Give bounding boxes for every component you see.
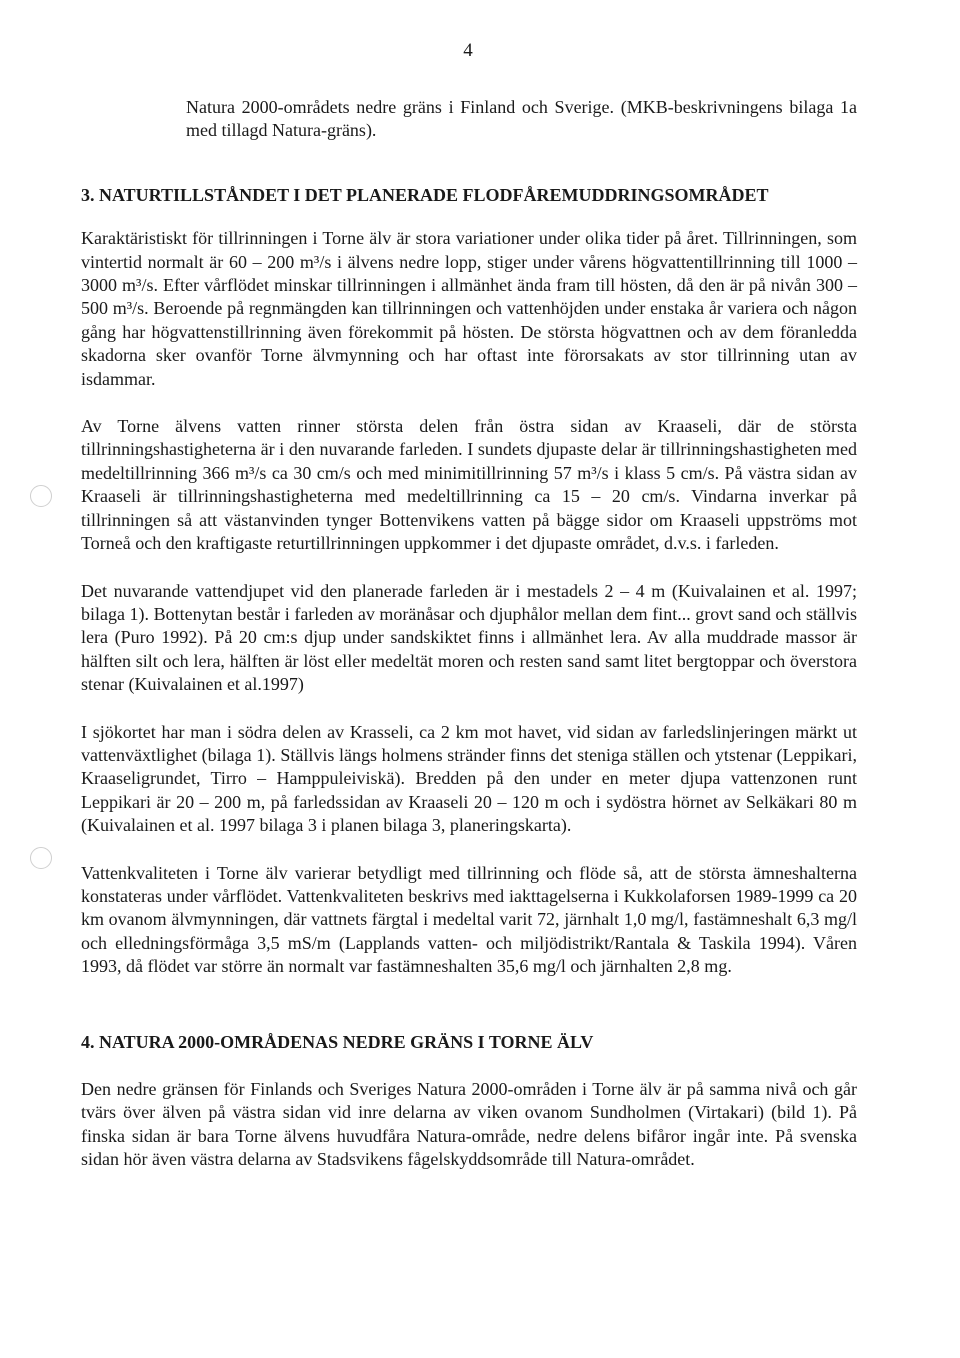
paragraph: Av Torne älvens vatten rinner största delen från östra sidan av Kraaseli, där de största tillrinningshastigheterna är i den nuvarande farleden. I sundets djupaste delar är tillrinningshastigheten med medeltillrinning 366 m³/s ca 30 cm/s och med minimitillrinning 57 m³/s i klass 5 cm/s. På västra sidan av Kraaseli är tillrinningshastigheterna med medeltillrinning ca 15 – 20 cm/s. Vindarna inverkar på tillrinningen så att västanvinden tynger Bottenvikens vatten på bägge sidor om Kraaseli uppströms mot Torneå och den kraftigaste returtillrinningen uppkommer i det djupaste området, d.v.s. i farleden. — [81, 416, 857, 554]
figure-caption: Natura 2000-områdets nedre gräns i Finland och Sverige. (MKB-beskrivningens bilaga 1a med tillagd Natura-gräns). — [186, 97, 857, 141]
section-heading: 4. NATURA 2000-OMRÅDENAS NEDRE GRÄNS I TORNE ÄLV — [81, 1031, 594, 1052]
paragraph: Vattenkvaliteten i Torne älv varierar betydligt med tillrinning och flöde så, att de största ämneshalterna konstateras under vårflödet. Vattenkvaliteten beskrivs med iakttagelserna i Kukkolaforsen 1989-1999 ca 20 km ovanom älvmynningen, där vattnets färgtal i medeltal varit 72, järnhalt 1,0 mg/l, fastämneshalt 6,3 mg/l och elledningsförmåga 3,5 mS/m (Lapplands vatten- och miljödistrikt/Rantala & Taskila 1994). Våren 1993, då flödet var större än normalt var fastämneshalten 35,6 mg/l och järnhalten 2,8 mg. — [81, 862, 857, 977]
paragraph: Karaktäristiskt för tillrinningen i Torne älv är stora variationer under olika tider på året. Tillrinningen, som vintertid normalt är 60 – 200 m³/s i älvens nedre lopp, stiger under vårens högvattentillrinning till 1000 – 3000 m³/s. Efter vårflödet minskar tillrinningen i allmänhet ända fram till hösten, då den är på nivån 300 – 500 m³/s. Beroende på regnmängden kan tillrinningen och vattenhöjden under enstaka år variera och någon gång har högvattenstillrinning även förekommit på hösten. De största högvattnen och av dem föranledda skadorna sker ovanför Torne älvmynning och har oftast inte förorsakats av stor tillrinning utan av isdammar. — [81, 228, 857, 389]
paragraph: Den nedre gränsen för Finlands och Sveriges Natura 2000-områden i Torne älv är på samma nivå och går tvärs över älven på västra sidan vid inre delarna av viken ovanom Sundholmen (Virtakari) (bild 1). På finska sidan är bara Torne älvens huvudfåra Natura-område, nedre delens bifåror ingår inte. På svenska sidan hör även västra delarna av Stadsvikens fågelskyddsområde till Natura-området. — [81, 1079, 857, 1170]
punch-hole — [30, 485, 52, 507]
section-heading: 3. NATURTILLSTÅNDET I DET PLANERADE FLODFÅREMUDDRINGSOMRÅDET — [81, 184, 769, 205]
page-number: 4 — [463, 40, 473, 61]
document-body — [81, 96, 857, 1172]
paragraph: Det nuvarande vattendjupet vid den planerade farleden är i mestadels 2 – 4 m (Kuivalainen et al. 1997; bilaga 1). Bottenytan består i farleden av moränåsar och djuphålor mellan dem fint... grovt sand och ställvis lera (Puro 1992). På 20 cm:s djup under sandskiktet finns i allmänhet lera. Av alla muddrade massor är hälften silt och lera, hälften är löst eller medeltät moren och resten sand samt litet bergtoppar och överstora stenar (Kuivalainen et al.1997) — [81, 580, 857, 695]
paragraph: I sjökortet har man i södra delen av Krasseli, ca 2 km mot havet, vid sidan av farledslinjeringen märkt ut vattenväxtlighet (bilaga 1). Ställvis längs holmens stränder finns det steniga ställen och ytstenar (Leppikari, Kraaseligrundet, Tirro – Hamppuleiviskä). Bredden på den under en meter djupa vattenzonen runt Leppikari är 20 – 200 m, på farledssidan av Kraaseli 20 – 120 m och i sydöstra hörnet av Selkäkari 80 m (Kuivalainen et al. 1997 bilaga 3 i planen bilaga 3, planeringskarta). — [81, 721, 857, 836]
punch-hole — [30, 847, 52, 869]
